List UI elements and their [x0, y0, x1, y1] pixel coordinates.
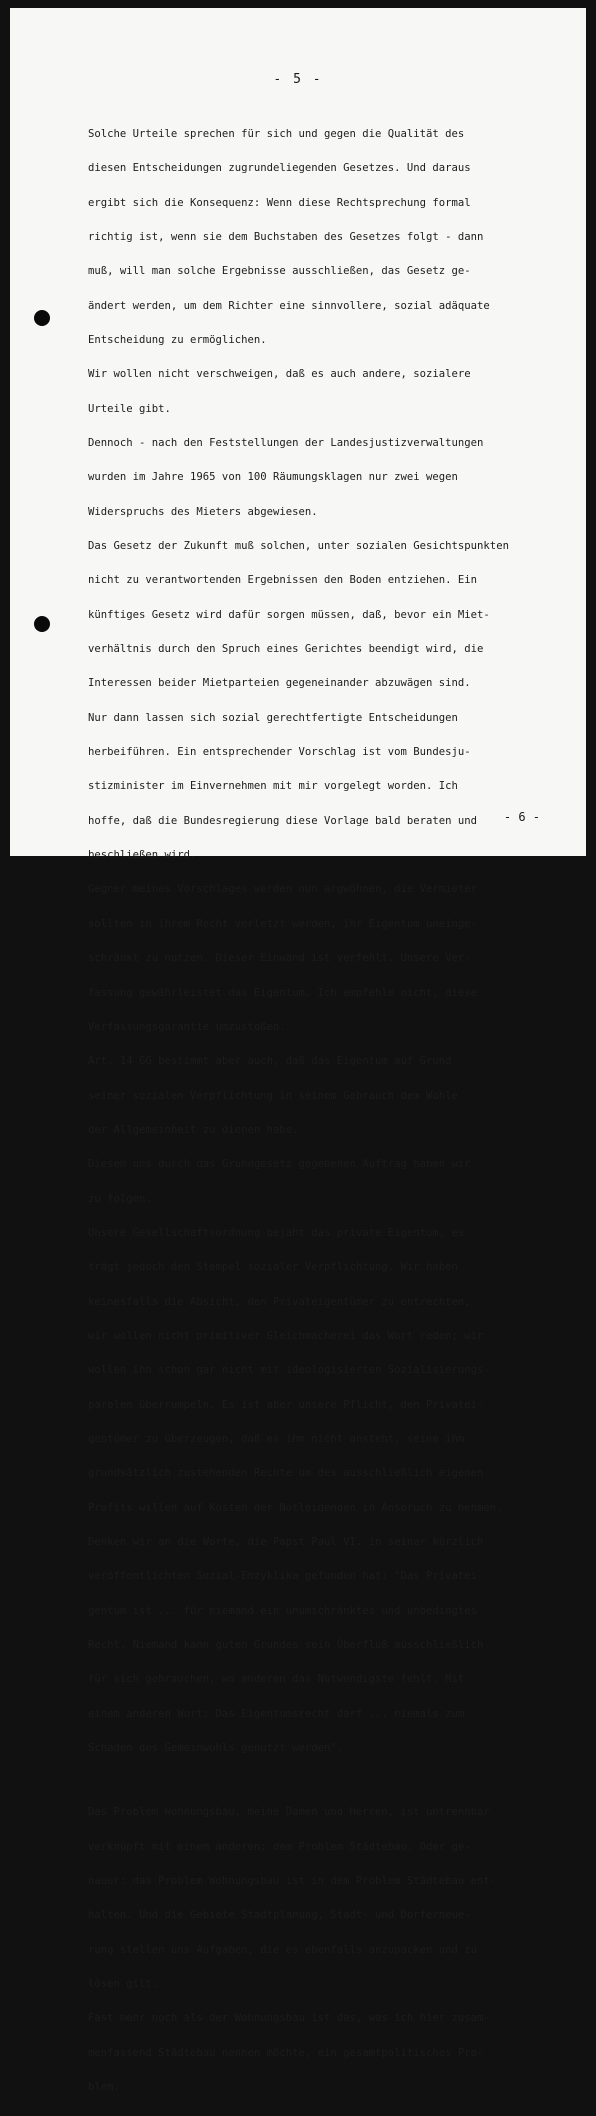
text-line: seiner sozialen Verpflichtung in seinem Gebrauch dem Wohle	[88, 1089, 458, 1102]
text-line: sollten in ihrem Recht verletzt werden, ihr Eigentum uneinge-	[88, 917, 478, 930]
text-line: menfassend Städtebau nennen möchte, ein gesamtpolitisches Pro-	[88, 2046, 484, 2059]
text-line: keinesfalls die Absicht, den Privateigentümer zu entrechten,	[88, 1295, 471, 1308]
text-line: Interessen beider Mietparteien gegeneinander abzuwägen sind.	[88, 677, 471, 690]
text-line: muß, will man solche Ergebnisse ausschließen, das Gesetz ge-	[88, 265, 471, 278]
text-line: verknüpft mit einem anderen: dem Problem Städtebau. Oder ge-	[88, 1840, 471, 1853]
punch-hole	[34, 616, 50, 632]
text-line: für sich gebrauchen, wo anderen das Notwendigste fehlt. Mit	[88, 1673, 465, 1686]
document-page	[10, 8, 586, 2094]
text-line: ändert werden, um dem Richter eine sinnvollere, sozial adäquate	[88, 299, 490, 312]
text-line: einem anderen Wort: Das Eigentumsrecht darf ... niemals zum	[88, 1707, 465, 1720]
text-line: wir wollen nicht primitiver Gleichmacherei das Wort reden; wir	[88, 1329, 484, 1342]
text-line: Schaden des Gemeinwohls genutzt werden".	[88, 1742, 344, 1755]
text-line: blem.	[88, 2081, 120, 2094]
text-line: Verfassungsgarantie umzustoßen.	[88, 1020, 286, 1033]
text-line: herbeiführen. Ein entsprechender Vorschlag ist vom Bundesju-	[88, 746, 471, 759]
text-line: gentum ist ... für niemand ein unumschränktes und unbedingtes	[88, 1604, 478, 1617]
text-line: wurden im Jahre 1965 von 100 Räumungsklagen nur zwei wegen	[88, 471, 458, 484]
text-line: Art. 14 GG bestimmt aber auch, daß das Eigentum auf Grund	[88, 1055, 452, 1068]
text-line: Das Problem Wohnungsbau, meine Damen und Herren, ist untrennbar	[88, 1806, 490, 1819]
text-line: Wir wollen nicht verschweigen, daß es auch andere, sozialere	[88, 368, 471, 381]
punch-hole	[34, 310, 50, 326]
text-line: veröffentlichten Sozial-Enzyklika gefunden hat: "Das Privatei-	[88, 1570, 484, 1583]
text-line: parolen überrumpeln. Es ist aber unsere Pflicht, den Privatei-	[88, 1398, 484, 1411]
text-line: fassung gewährleistet das Eigentum. Ich empfehle nicht, diese	[88, 986, 478, 999]
text-line: Entscheidung zu ermöglichen.	[88, 333, 267, 346]
text-line: wollen ihn schon gar nicht mit ideologisierten Sozialisierungs-	[88, 1364, 490, 1377]
text-line: Solche Urteile sprechen für sich und gegen die Qualität des	[88, 127, 465, 140]
next-page-marker: - 6 -	[503, 810, 540, 824]
text-line: Das Gesetz der Zukunft muß solchen, unter sozialen Gesichtspunkten	[88, 540, 509, 553]
text-line: Urteile gibt.	[88, 402, 171, 415]
text-line: Diesem uns durch das Grundgesetz gegebenen Auftrag haben wir	[88, 1158, 471, 1171]
text-line: zu folgen.	[88, 1192, 152, 1205]
text-line: künftiges Gesetz wird dafür sorgen müssen, daß, bevor ein Miet-	[88, 608, 490, 621]
text-line: Denken wir an die Worte, die Papst Paul VI. in seiner kürzlich	[88, 1536, 484, 1548]
text-line: stizminister im Einvernehmen mit mir vorgelegt worden. Ich	[88, 780, 458, 793]
text-line: Profits willen auf Kosten der Notleidenden in Anspruch zu nehmen.	[88, 1501, 503, 1514]
text-line: Fast mehr noch als der Wohnungsbau ist das, was ich hier zusam-	[88, 2012, 490, 2025]
text-line: Nur dann lassen sich sozial gerechtfertigte Entscheidungen	[88, 711, 458, 724]
text-line: lösen gilt.	[88, 1978, 159, 1991]
text-line: diesen Entscheidungen zugrundeliegenden Gesetzes. Und daraus	[88, 162, 471, 175]
text-line: nicht zu verantwortenden Ergebnissen den Boden entziehen. Ein	[88, 574, 478, 587]
text-line: Unsere Gesellschaftsordnung bejaht das private Eigentum, es	[88, 1226, 465, 1239]
text-line: Gegner meines Vorschlages werden nun argwöhnen, die Vermieter	[88, 883, 478, 896]
text-line: grundsätzlich zustehenden Rechte um des ausschließlich eigenen	[88, 1467, 484, 1480]
text-line: der Allgemeinheit zu dienen habe.	[88, 1123, 299, 1136]
text-line: Widerspruchs des Mieters abgewiesen.	[88, 505, 318, 518]
text-line: ergibt sich die Konsequenz: Wenn diese Rechtsprechung formal	[88, 196, 471, 209]
paragraph-gap	[88, 1777, 568, 1784]
text-line: beschließen wird.	[88, 849, 197, 862]
text-line: verhältnis durch den Spruch eines Gerichtes beendigt wird, die	[88, 643, 484, 656]
text-line: schränkt zu nutzen. Dieser Einwand ist verfehlt. Unsere Ver-	[88, 952, 471, 965]
text-line: nauer: das Problem Wohnungsbau ist in dem Problem Städtebau ent-	[88, 1875, 497, 1887]
text-line: gentümer zu überzeugen, daß es ihm nicht ansteht, seine ihm	[88, 1432, 465, 1445]
body-text	[88, 106, 568, 2116]
text-line: Dennoch - nach den Feststellungen der Landesjustizverwaltungen	[88, 437, 484, 449]
page-number: - 5 -	[273, 72, 323, 87]
text-line: Recht. Niemand kann guten Grundes sein Überfluß ausschließlich	[88, 1639, 484, 1652]
text-line: richtig ist, wenn sie dem Buchstaben des Gesetzes folgt - dann	[88, 230, 484, 243]
text-line: rung stellen uns Aufgaben, die es ebenfalls anzupacken und zu	[88, 1943, 478, 1956]
text-line: hoffe, daß die Bundesregierung diese Vorlage bald beraten und	[88, 814, 478, 827]
text-line: halten. Und die Gebiete Stadtplanung, Stadt- und Dorferneue-	[88, 1909, 471, 1922]
text-line: trägt jedoch den Stempel sozialer Verpflichtung. Wir haben	[88, 1261, 458, 1274]
